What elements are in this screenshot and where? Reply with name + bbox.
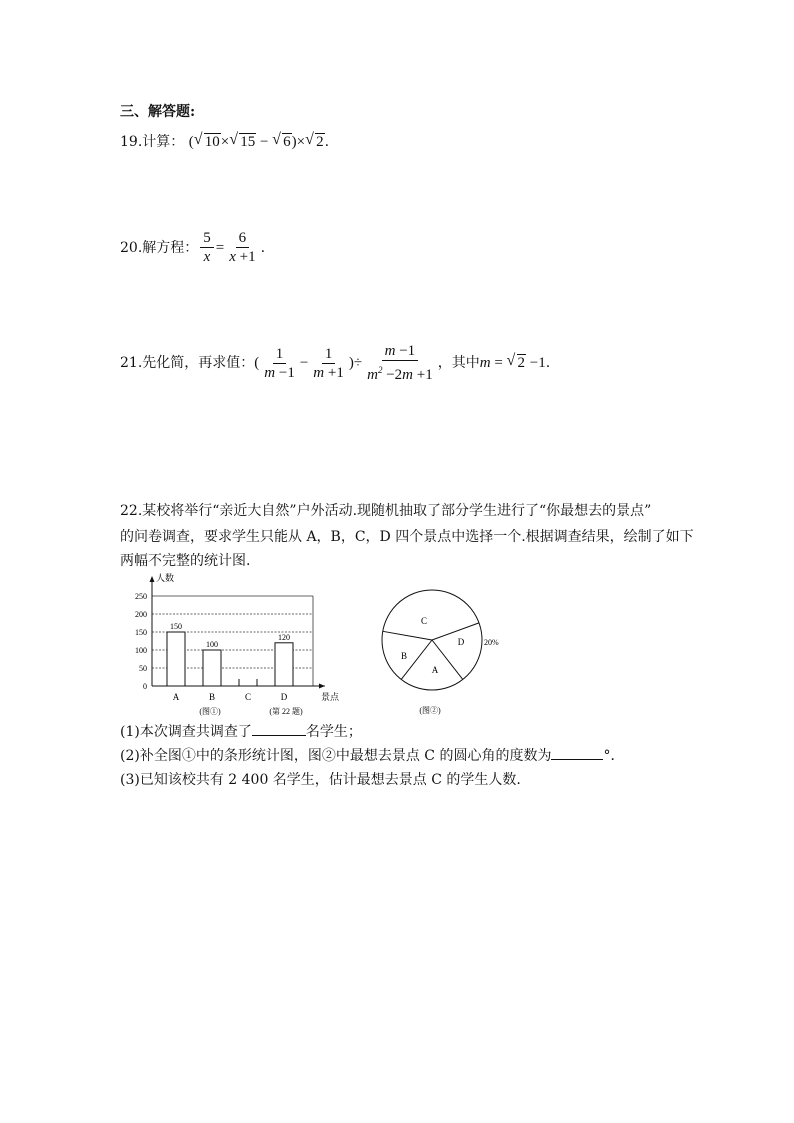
question-21-expression: ( $\frac{1}{m -1}$ − $\frac{1}{m +1}$ )÷ $\frac{m -1}{m^2 -2m +1}$ [254, 343, 433, 383]
category-label-C: C [244, 692, 252, 702]
category-label-A: A [172, 692, 180, 702]
part-2-answer-blank[interactable] [551, 747, 603, 760]
question-22-number: 22. [120, 503, 143, 519]
y-tick-label: 50 [139, 664, 147, 673]
question-22-line-1 [120, 502, 651, 520]
question-19-number: 19. [120, 134, 143, 150]
category-label-B: B [208, 692, 216, 702]
question-22-part-2 [120, 747, 624, 765]
bar-chart-caption: (图①) [199, 707, 221, 716]
question-21 [120, 343, 550, 383]
bar-chart [120, 572, 350, 720]
part-1-text: (1)本次调查共调查了 [120, 724, 252, 740]
question-21-tail: . [545, 355, 551, 371]
y-axis-label: 人数 [156, 573, 175, 583]
bar-chart-bars [167, 632, 293, 686]
pie-slice-label-B: B [400, 651, 408, 661]
y-tick-label: 200 [135, 610, 147, 619]
question-22-line-3: 两幅不完整的统计图. [120, 553, 251, 569]
question-21-condition: m = √ 2 −1 [480, 354, 546, 372]
question-21-number: 21. [120, 355, 143, 371]
question-19-expression: (√ 10×√ 15 − √ 6)×√ 2 [189, 134, 325, 150]
category-label-D: D [280, 692, 288, 702]
part-2-text: (2)补全图①中的条形统计图，图②中最想去景点 C 的圆心角的度数为 [120, 748, 552, 764]
pie-slice-label-A: A [431, 665, 439, 675]
pie-slice-label-C: C [420, 616, 428, 626]
pie-slice-label-D: D [457, 637, 465, 647]
part-1-answer-blank[interactable] [252, 723, 306, 736]
pie-chart-caption: (图②) [419, 706, 441, 715]
pie-percent-annotation: 20% [484, 638, 499, 647]
question-21-prompt: 先化简，再求值： [142, 355, 255, 371]
bar-chart-text [135, 572, 340, 716]
part-1-text-end: 名学生； [305, 724, 362, 740]
pie-chart-slices [382, 590, 482, 690]
y-tick-label: 250 [135, 592, 147, 601]
question-22-part-1 [120, 723, 362, 741]
question-22-text-1: 某校将举行“亲近大自然”户外活动.现随机抽取了部分学生进行了“你最想去的景点” [142, 503, 652, 519]
part-2-text-end: °． [603, 748, 625, 764]
question-20 [120, 230, 265, 265]
pie-chart [372, 585, 512, 717]
y-tick-label: 150 [135, 628, 147, 637]
y-tick-label: 100 [135, 646, 147, 655]
data-label-B: 100 [206, 640, 218, 649]
x-axis-label: 景点 [321, 692, 340, 702]
question-20-prompt: 解方程： [142, 239, 199, 256]
y-axis-arrow [150, 576, 155, 582]
question-20-tail: . [260, 239, 266, 256]
question-22-line-2: 的问卷调查，要求学生只能从 A，B，C，D 四个景点中选择一个.根据调查结果，绘制了如下 [120, 529, 694, 545]
y-tick-label: 0 [143, 682, 147, 691]
question-19 [120, 133, 329, 151]
bar-D [275, 643, 293, 686]
bar-A [167, 632, 185, 686]
question-19-prompt: 计算： [142, 134, 185, 150]
question-20-number: 20. [120, 239, 143, 256]
question-22-part-3: (3)已知该校共有 2 400 名学生，估计最想去景点 C 的学生人数. [120, 772, 521, 788]
question-21-mid: ，其中 [437, 355, 480, 371]
data-label-D: 120 [278, 632, 290, 642]
x-axis-arrow [319, 684, 325, 689]
question-20-equation: $\frac{5}{x}$ = $\frac{6}{x +1}$ [198, 230, 260, 265]
data-label-A: 150 [170, 622, 182, 631]
section-title: 三、解答题: [120, 104, 196, 120]
bar-B [203, 650, 221, 686]
question-label: (第 22 题) [269, 707, 303, 716]
question-19-tail: . [324, 134, 330, 150]
